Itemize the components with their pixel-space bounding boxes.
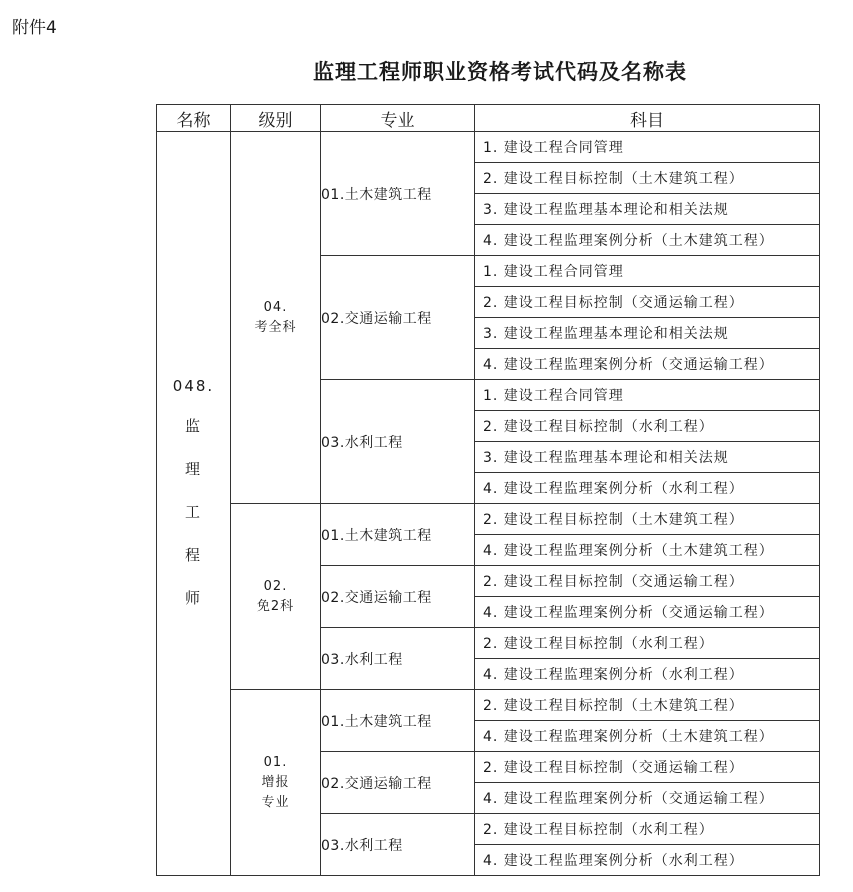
subject-cell: 2. 建设工程目标控制（水利工程） bbox=[475, 411, 820, 442]
subject-cell: 2. 建设工程目标控制（土木建筑工程） bbox=[475, 504, 820, 535]
major-cell: 03.水利工程 bbox=[321, 814, 475, 876]
major-cell: 01.土木建筑工程 bbox=[321, 132, 475, 256]
subject-cell: 4. 建设工程监理案例分析（交通运输工程） bbox=[475, 597, 820, 628]
header-name: 名称 bbox=[157, 105, 231, 132]
level-cell bbox=[231, 504, 321, 690]
qualification-name-char: 师 bbox=[184, 589, 202, 607]
subject-cell: 4. 建设工程监理案例分析（土木建筑工程） bbox=[475, 535, 820, 566]
subject-cell: 1. 建设工程合同管理 bbox=[475, 256, 820, 287]
header-major: 专业 bbox=[321, 105, 475, 132]
subject-cell: 4. 建设工程监理案例分析（土木建筑工程） bbox=[475, 721, 820, 752]
subject-cell: 2. 建设工程目标控制（土木建筑工程） bbox=[475, 690, 820, 721]
attachment-label: 附件4 bbox=[12, 18, 57, 38]
major-cell: 03.水利工程 bbox=[321, 380, 475, 504]
table-body bbox=[157, 132, 820, 876]
level-label: 专业 bbox=[261, 794, 290, 810]
table-row bbox=[157, 690, 820, 721]
level-label: 增报 bbox=[261, 774, 290, 790]
major-cell: 03.水利工程 bbox=[321, 628, 475, 690]
level-cell bbox=[231, 132, 321, 504]
level-label: 免2科 bbox=[256, 598, 295, 614]
qualification-name-char: 监 bbox=[184, 417, 202, 435]
level-label: 考全科 bbox=[254, 319, 297, 335]
subject-cell: 4. 建设工程监理案例分析（交通运输工程） bbox=[475, 349, 820, 380]
page-title: 监理工程师职业资格考试代码及名称表 bbox=[313, 60, 687, 84]
subject-cell: 3. 建设工程监理基本理论和相关法规 bbox=[475, 318, 820, 349]
subject-cell: 1. 建设工程合同管理 bbox=[475, 132, 820, 163]
table-row bbox=[157, 504, 820, 535]
qualification-name-char: 理 bbox=[184, 460, 202, 478]
table-row bbox=[157, 132, 820, 163]
subject-cell: 1. 建设工程合同管理 bbox=[475, 380, 820, 411]
subject-cell: 2. 建设工程目标控制（水利工程） bbox=[475, 814, 820, 845]
major-cell: 02.交通运输工程 bbox=[321, 256, 475, 380]
major-cell: 01.土木建筑工程 bbox=[321, 690, 475, 752]
exam-code-table bbox=[156, 104, 820, 876]
header-level: 级别 bbox=[231, 105, 321, 132]
major-cell: 01.土木建筑工程 bbox=[321, 504, 475, 566]
subject-cell: 4. 建设工程监理案例分析（交通运输工程） bbox=[475, 783, 820, 814]
subject-cell: 2. 建设工程目标控制（交通运输工程） bbox=[475, 752, 820, 783]
major-cell: 02.交通运输工程 bbox=[321, 752, 475, 814]
qualification-name-char: 程 bbox=[184, 546, 202, 564]
header-subject: 科目 bbox=[475, 105, 820, 132]
subject-cell: 4. 建设工程监理案例分析（水利工程） bbox=[475, 659, 820, 690]
subject-cell: 2. 建设工程目标控制（交通运输工程） bbox=[475, 566, 820, 597]
subject-cell: 4. 建设工程监理案例分析（水利工程） bbox=[475, 473, 820, 504]
major-cell: 02.交通运输工程 bbox=[321, 566, 475, 628]
subject-cell: 3. 建设工程监理基本理论和相关法规 bbox=[475, 442, 820, 473]
level-code: 01. bbox=[263, 754, 288, 770]
qualification-code: 048. bbox=[172, 377, 215, 395]
subject-cell: 2. 建设工程目标控制（交通运输工程） bbox=[475, 287, 820, 318]
level-code: 04. bbox=[263, 299, 288, 315]
qualification-name-cell bbox=[157, 132, 231, 876]
subject-cell: 4. 建设工程监理案例分析（土木建筑工程） bbox=[475, 225, 820, 256]
subject-cell: 3. 建设工程监理基本理论和相关法规 bbox=[475, 194, 820, 225]
subject-cell: 2. 建设工程目标控制（土木建筑工程） bbox=[475, 163, 820, 194]
level-code: 02. bbox=[263, 578, 288, 594]
level-cell bbox=[231, 690, 321, 876]
subject-cell: 4. 建设工程监理案例分析（水利工程） bbox=[475, 845, 820, 876]
table-header-row bbox=[157, 105, 820, 132]
subject-cell: 2. 建设工程目标控制（水利工程） bbox=[475, 628, 820, 659]
qualification-name-char: 工 bbox=[184, 503, 202, 521]
